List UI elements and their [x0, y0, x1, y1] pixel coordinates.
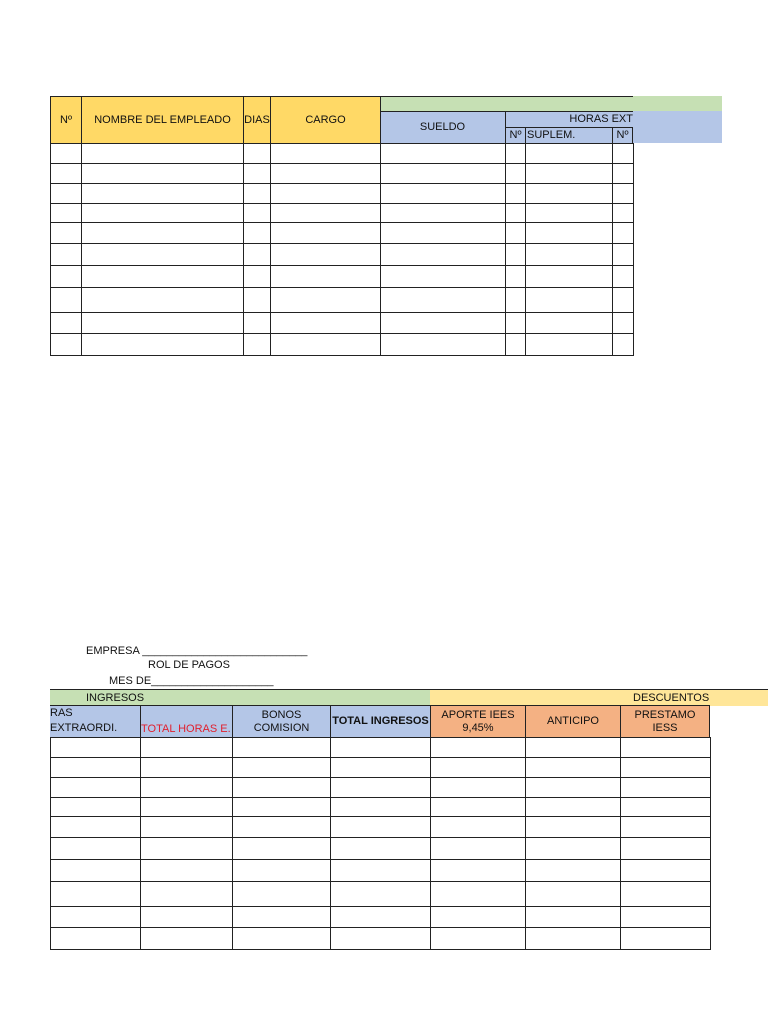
payroll-table-cell[interactable] [430, 777, 526, 798]
payroll-table-cell[interactable] [140, 927, 233, 950]
payroll-table-cell[interactable] [232, 859, 331, 882]
employee-table-cell[interactable] [270, 265, 381, 288]
payroll-table-cell[interactable] [525, 797, 621, 817]
employee-table-cell[interactable] [612, 163, 634, 184]
employee-table-cell[interactable] [243, 183, 271, 204]
employee-table-cell[interactable] [270, 222, 381, 244]
employee-table-cell[interactable] [81, 143, 244, 164]
employee-table-cell[interactable] [243, 265, 271, 288]
employee-table-cell[interactable] [525, 222, 613, 244]
header-ingresos: INGRESOS [50, 689, 430, 706]
employee-table-cell[interactable] [270, 333, 381, 356]
employee-table-cell[interactable] [50, 312, 82, 334]
employee-table-cell[interactable] [380, 243, 506, 266]
payroll-table-cell[interactable] [330, 881, 431, 907]
payroll-table-cell[interactable] [330, 797, 431, 817]
payroll-table-cell[interactable] [50, 859, 141, 882]
payroll-table-cell[interactable] [50, 837, 141, 860]
payroll-table-cell[interactable] [430, 906, 526, 928]
empresa-label: EMPRESA ___________________________ [86, 645, 308, 657]
employee-table-cell[interactable] [50, 243, 82, 266]
employee-table-cell[interactable] [505, 243, 526, 266]
employee-table-cell[interactable] [50, 183, 82, 204]
payroll-table-cell[interactable] [50, 777, 141, 798]
payroll-table-cell[interactable] [232, 797, 331, 817]
header-bonos: BONOS COMISION [232, 705, 331, 738]
employee-table-cell[interactable] [505, 265, 526, 288]
payroll-table-cell[interactable] [330, 859, 431, 882]
employee-table-cell[interactable] [612, 183, 634, 204]
employee-table-cell[interactable] [243, 163, 271, 184]
employee-table-cell[interactable] [270, 183, 381, 204]
payroll-table-cell[interactable] [525, 777, 621, 798]
payroll-table-cell[interactable] [620, 757, 711, 778]
payroll-table-cell[interactable] [430, 757, 526, 778]
employee-table-cell[interactable] [612, 143, 634, 164]
employee-table-cell[interactable] [243, 243, 271, 266]
rol-de-pagos-title: ROL DE PAGOS [148, 659, 230, 671]
employee-table-cell[interactable] [270, 312, 381, 334]
employee-table-cell[interactable] [243, 312, 271, 334]
employee-table-cell[interactable] [243, 143, 271, 164]
mes-label: MES DE____________________ [109, 675, 274, 687]
employee-table-cell[interactable] [50, 333, 82, 356]
header-no-3: Nº [612, 127, 633, 144]
employee-table-cell[interactable] [380, 183, 506, 204]
payroll-table-cell[interactable] [330, 927, 431, 950]
employee-table-cell[interactable] [81, 183, 244, 204]
employee-table-cell[interactable] [505, 333, 526, 356]
employee-table-cell[interactable] [81, 203, 244, 223]
payroll-table-cell[interactable] [525, 906, 621, 928]
employee-table-cell[interactable] [612, 265, 634, 288]
payroll-table-cell[interactable] [50, 927, 141, 950]
employee-table-cell[interactable] [612, 222, 634, 244]
employee-table-cell[interactable] [525, 163, 613, 184]
employee-table-cell[interactable] [243, 287, 271, 313]
header-sueldo: SUELDO [380, 111, 506, 143]
payroll-table-cell[interactable] [525, 927, 621, 950]
employee-table-cell[interactable] [50, 203, 82, 223]
payroll-table-cell[interactable] [430, 859, 526, 882]
employee-table-cell[interactable] [380, 222, 506, 244]
payroll-table-cell[interactable] [232, 881, 331, 907]
payroll-table-cell[interactable] [525, 859, 621, 882]
employee-table-cell[interactable] [50, 163, 82, 184]
header-suplem: SUPLEM. [525, 127, 613, 144]
payroll-table-cell[interactable] [330, 757, 431, 778]
employee-table-cell[interactable] [270, 163, 381, 184]
header-no-2: Nº [505, 127, 526, 144]
employee-table-cell[interactable] [525, 312, 613, 334]
header-cargo: CARGO [270, 96, 381, 144]
employee-table-cell[interactable] [380, 333, 506, 356]
employee-table-cell[interactable] [505, 222, 526, 244]
payroll-table-cell[interactable] [50, 737, 141, 758]
payroll-table-cell[interactable] [50, 906, 141, 928]
payroll-table-cell[interactable] [620, 797, 711, 817]
employee-table-cell[interactable] [505, 183, 526, 204]
payroll-table-cell[interactable] [430, 927, 526, 950]
payroll-table-cell[interactable] [620, 927, 711, 950]
header-ras: RAS [50, 705, 141, 721]
employee-table-cell[interactable] [243, 333, 271, 356]
header-total-ingresos: TOTAL INGRESOS [330, 705, 431, 738]
payroll-table-cell[interactable] [140, 777, 233, 798]
payroll-table-cell[interactable] [330, 816, 431, 838]
payroll-table-cell[interactable] [430, 881, 526, 907]
payroll-table-cell[interactable] [525, 837, 621, 860]
payroll-table-cell[interactable] [232, 737, 331, 758]
payroll-table-cell[interactable] [620, 881, 711, 907]
employee-table-cell[interactable] [505, 203, 526, 223]
employee-table-cell[interactable] [81, 243, 244, 266]
header-prestamo-iess: PRESTAMO IESS [620, 705, 710, 738]
employee-table-cell[interactable] [380, 143, 506, 164]
payroll-table-cell[interactable] [140, 757, 233, 778]
payroll-table-cell[interactable] [140, 906, 233, 928]
header-extraordi: EXTRAORDI. [50, 720, 141, 738]
employee-table-cell[interactable] [50, 222, 82, 244]
payroll-table-cell[interactable] [430, 837, 526, 860]
payroll-table-cell[interactable] [620, 906, 711, 928]
header-anticipo: ANTICIPO [525, 705, 621, 738]
payroll-table-cell[interactable] [50, 881, 141, 907]
payroll-table-cell[interactable] [330, 777, 431, 798]
payroll-table-cell[interactable] [232, 927, 331, 950]
employee-table-cell[interactable] [81, 265, 244, 288]
employee-table-cell[interactable] [525, 287, 613, 313]
header-dias: DIAS [243, 96, 271, 144]
employee-table-cell[interactable] [380, 287, 506, 313]
payroll-table-cell[interactable] [330, 737, 431, 758]
employee-table-cell[interactable] [50, 287, 82, 313]
payroll-table-cell[interactable] [232, 816, 331, 838]
employee-table-cell[interactable] [270, 203, 381, 223]
payroll-table-cell[interactable] [140, 737, 233, 758]
payroll-table-cell[interactable] [620, 816, 711, 838]
employee-table-cell[interactable] [243, 222, 271, 244]
payroll-table-cell[interactable] [140, 881, 233, 907]
employee-table-cell[interactable] [505, 143, 526, 164]
payroll-table-cell[interactable] [232, 777, 331, 798]
employee-table-cell[interactable] [243, 203, 271, 223]
header-aporte-iees: APORTE IEES 9,45% [430, 705, 526, 738]
payroll-table-cell[interactable] [140, 837, 233, 860]
employee-table-cell[interactable] [50, 143, 82, 164]
payroll-table-cell[interactable] [50, 757, 141, 778]
payroll-table-cell[interactable] [330, 837, 431, 860]
employee-table-cell[interactable] [81, 312, 244, 334]
employee-table-cell[interactable] [505, 287, 526, 313]
employee-table-cell[interactable] [612, 203, 634, 223]
employee-table-cell[interactable] [270, 243, 381, 266]
employee-table-cell[interactable] [612, 287, 634, 313]
employee-table-cell[interactable] [380, 265, 506, 288]
employee-table-cell[interactable] [525, 265, 613, 288]
employee-table-cell[interactable] [380, 203, 506, 223]
green-header-band [380, 96, 722, 112]
payroll-table-cell[interactable] [525, 881, 621, 907]
employee-table-cell[interactable] [525, 183, 613, 204]
payroll-table-cell[interactable] [620, 859, 711, 882]
employee-table-cell[interactable] [81, 333, 244, 356]
employee-table-cell[interactable] [525, 333, 613, 356]
payroll-table-cell[interactable] [232, 757, 331, 778]
employee-table-cell[interactable] [50, 265, 82, 288]
payroll-table-cell[interactable] [525, 737, 621, 758]
employee-table-cell[interactable] [612, 243, 634, 266]
employee-table-cell[interactable] [612, 333, 634, 356]
employee-table-cell[interactable] [505, 163, 526, 184]
employee-table-cell[interactable] [525, 203, 613, 223]
payroll-table-cell[interactable] [50, 816, 141, 838]
employee-table-cell[interactable] [270, 143, 381, 164]
header-no: Nº [50, 96, 82, 144]
top-border [380, 96, 633, 97]
employee-table-cell[interactable] [270, 287, 381, 313]
employee-table-cell[interactable] [81, 287, 244, 313]
header-nombre: NOMBRE DEL EMPLEADO [81, 96, 244, 144]
payroll-table-cell[interactable] [232, 837, 331, 860]
employee-table-cell[interactable] [81, 163, 244, 184]
header-descuentos: DESCUENTOS [430, 689, 768, 706]
payroll-table-cell[interactable] [525, 757, 621, 778]
payroll-table-cell[interactable] [330, 906, 431, 928]
payroll-table-cell[interactable] [430, 797, 526, 817]
employee-table-cell[interactable] [525, 143, 613, 164]
payroll-table-cell[interactable] [140, 816, 233, 838]
payroll-table-cell[interactable] [50, 797, 141, 817]
payroll-table-cell[interactable] [620, 777, 711, 798]
payroll-table-cell[interactable] [140, 859, 233, 882]
employee-table-cell[interactable] [380, 312, 506, 334]
header-horas-ext: HORAS EXT [505, 111, 633, 128]
payroll-table-cell[interactable] [430, 737, 526, 758]
payroll-table-cell[interactable] [525, 816, 621, 838]
payroll-table-cell[interactable] [620, 737, 711, 758]
employee-table-cell[interactable] [81, 222, 244, 244]
employee-table-cell[interactable] [505, 312, 526, 334]
header-total-horas: TOTAL HORAS E. [140, 705, 233, 738]
payroll-table-cell[interactable] [430, 816, 526, 838]
payroll-table-cell[interactable] [140, 797, 233, 817]
employee-table-cell[interactable] [612, 312, 634, 334]
employee-table-cell[interactable] [525, 243, 613, 266]
payroll-table-cell[interactable] [232, 906, 331, 928]
employee-table-cell[interactable] [380, 163, 506, 184]
payroll-table-cell[interactable] [620, 837, 711, 860]
